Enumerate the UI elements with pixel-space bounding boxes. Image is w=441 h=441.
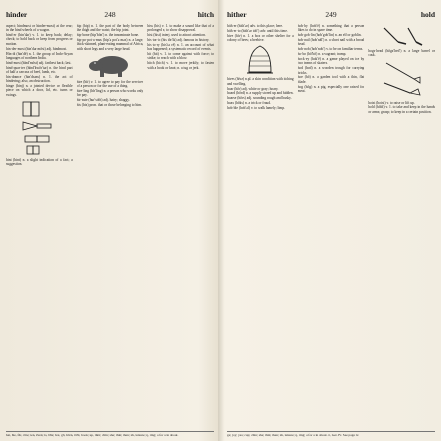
right-column-2 — [298, 24, 365, 419]
entry: his·tor·ic (his tôr′ik) adj. famous in history. — [147, 38, 210, 43]
right-page-header — [227, 10, 435, 20]
left-pronunciation-key: hat, āte, fâr, câre; ten, ēven; is, bīte; hot, gō, hôrn, tōōl, book; up, tûrn; chin; she; thin; then; zh, leisure; ŋ, ring; ə for a in about. — [6, 431, 214, 437]
right-column-3 — [368, 24, 435, 419]
entry: ho·bo (hō′bō) n. a vagrant; tramp. — [297, 52, 347, 57]
left-page-header — [6, 10, 214, 20]
entry: hinge (hinj) n. a jointed device or flexible piece on which a door, lid, etc. turns or swings. — [6, 84, 73, 97]
entry: hoar (hôr) adj. white or gray; hoary. — [227, 86, 279, 91]
entry: his·to·ry (his′tə rē) n. 1. an account of what has happened; a systematic record of events. — [147, 42, 215, 52]
entry: hold (hōld) v. 1. to take and keep in the hands or arms; grasp; to keep in a certain position. — [368, 105, 436, 114]
entry: hire·ling (hīr′ling) n. a person who works only for pay. — [76, 89, 144, 98]
entry: hir·sute (hur′so͞ot) adj. hairy; shaggy. — [76, 98, 130, 103]
left-page — [0, 0, 220, 441]
hive-illustration — [227, 44, 294, 76]
right-column-1 — [227, 24, 294, 419]
entry: hind·er (hin′dər) v. 1. to keep back; delay; check; to hold back or keep from progress or motion. — [6, 33, 73, 46]
entry: hogs·head (hôgz′hed′) n. a large barrel or cask. — [368, 49, 436, 58]
entry: hoax (hōks) n. a trick or fraud. — [227, 101, 271, 106]
entry: hob·by (hob′ē) n. something that a person likes to do in spare time. — [297, 24, 365, 33]
entry: hoist (hoist) v. to raise or lift up. — [368, 100, 415, 105]
entry: hive (hīv) n. 1. a box or other shelter for a colony of bees; a beehive. — [227, 33, 294, 43]
entry: hire (hīr) v. 1. to agree to pay for the services of a person or for the use of a thing. — [76, 79, 144, 89]
entry: hob·gob·lin (hob′gob′lin) n. an elf or goblin. — [297, 33, 362, 38]
entry: hist (hist) interj. used to attract attention. — [147, 33, 206, 38]
entry: hoarse (hôrs) adj. sounding rough and husky. — [227, 96, 292, 101]
entry: hind·most (hīnd′mōst) adj. farthest back; last. — [6, 60, 72, 65]
entry: hod (hod) n. a wooden trough for carrying bricks. — [297, 66, 365, 75]
entry: hives (hīvz) n.pl. a skin condition with itching and swelling. — [227, 77, 294, 86]
entry: hind·quar·ter (hīnd′kwôr′tər) n. the hind part of half a carcass of beef, lamb, etc. — [6, 65, 73, 74]
left-guide-word-first: hinder — [6, 10, 28, 19]
right-columns — [227, 24, 435, 419]
entry: hiss (his) v. 1. to make a sound like that of a prolonged s; to show disapproval. — [147, 24, 215, 33]
left-column-3 — [147, 24, 214, 419]
right-page — [221, 0, 441, 441]
entry: hith·er (hith′ər) adv. to this place; here. — [227, 24, 284, 28]
left-guide-word-last: hitch — [197, 10, 214, 19]
left-columns — [6, 24, 214, 419]
entry: hob·ble (hob′əl) v. to walk lamely; limp. — [227, 106, 286, 111]
entry: hitch (hich) v. 1. to move jerkily; to fasten with a hook or knot; n. a tug or jerk. — [147, 61, 215, 70]
hinges-illustration — [6, 98, 73, 156]
entry: hin·drance (hin′drəns) n. 1. the act of hindering; also, an obstruction. — [6, 74, 73, 84]
hockey-sticks-illustration — [368, 26, 435, 48]
left-column-1 — [6, 24, 73, 419]
entry: hip (hip) n. 1. the part of the body between the thigh and the waist; the hip joint. — [76, 24, 144, 33]
entry: hip·bone (hip′bōn′) n. the innominate bone. — [76, 33, 140, 38]
right-guide-word-first: hither — [227, 10, 247, 19]
hoe-illustration — [368, 59, 435, 99]
entry: hit (hit) v. 1. to come against with force; to strike; to reach with a blow. — [147, 52, 215, 61]
right-page-number: 249 — [325, 10, 337, 19]
right-guide-word-last: hold — [420, 10, 435, 19]
entry: hoe (hō) n. a garden tool with a thin, flat blade. — [297, 75, 365, 84]
entry: hock·ey (hok′ē) n. a game played on ice by two teams of skaters. — [297, 57, 365, 66]
entry: hin·der·most (hin′dər mōst) adj. hindmost. — [6, 46, 68, 51]
left-column-2 — [77, 24, 144, 419]
left-page-number: 248 — [104, 10, 116, 19]
entry: hith·er·to (hith′ər to͞o′) adv. until this time. — [227, 28, 288, 33]
entry: Hin·di (hin′dē) n. 1. the group of Indo-Aryan languages of northern India. — [6, 51, 73, 60]
entry: hob·nail (hob′nāl′) n. a short nail with a broad head. — [297, 38, 365, 47]
hippopotamus-illustration — [77, 52, 144, 78]
entry: aspect; hindmost or hinder-most) at the rear; in the hind wheels of a wagon. — [6, 24, 73, 33]
entry: hoard (hôrd) n. a supply stored up and hidden. — [227, 91, 294, 96]
entry: his (hiz) pron. that or those belonging to him. — [76, 103, 142, 108]
right-pronunciation-key: ge; joy; yes; cup; chin; she; thin; then; zh, leisure; ŋ, ring; ə for a in about. ö, Ger. Fr. See page iv. — [227, 431, 435, 437]
entry: hog (hôg) n. a pig, especially one raised for meat. — [297, 84, 365, 93]
entry: hint (hint) n. a slight indication of a fact; a suggestion. — [6, 157, 73, 167]
entry: hip·po·pot·a·mus (hip′ə pot′ə məs) n. a large, thick-skinned, plant-eating mammal of Africa, with short legs and a very large head. — [76, 38, 144, 51]
entry: hob·nob (hob′nob′) v. to be on familiar terms. — [297, 47, 364, 52]
